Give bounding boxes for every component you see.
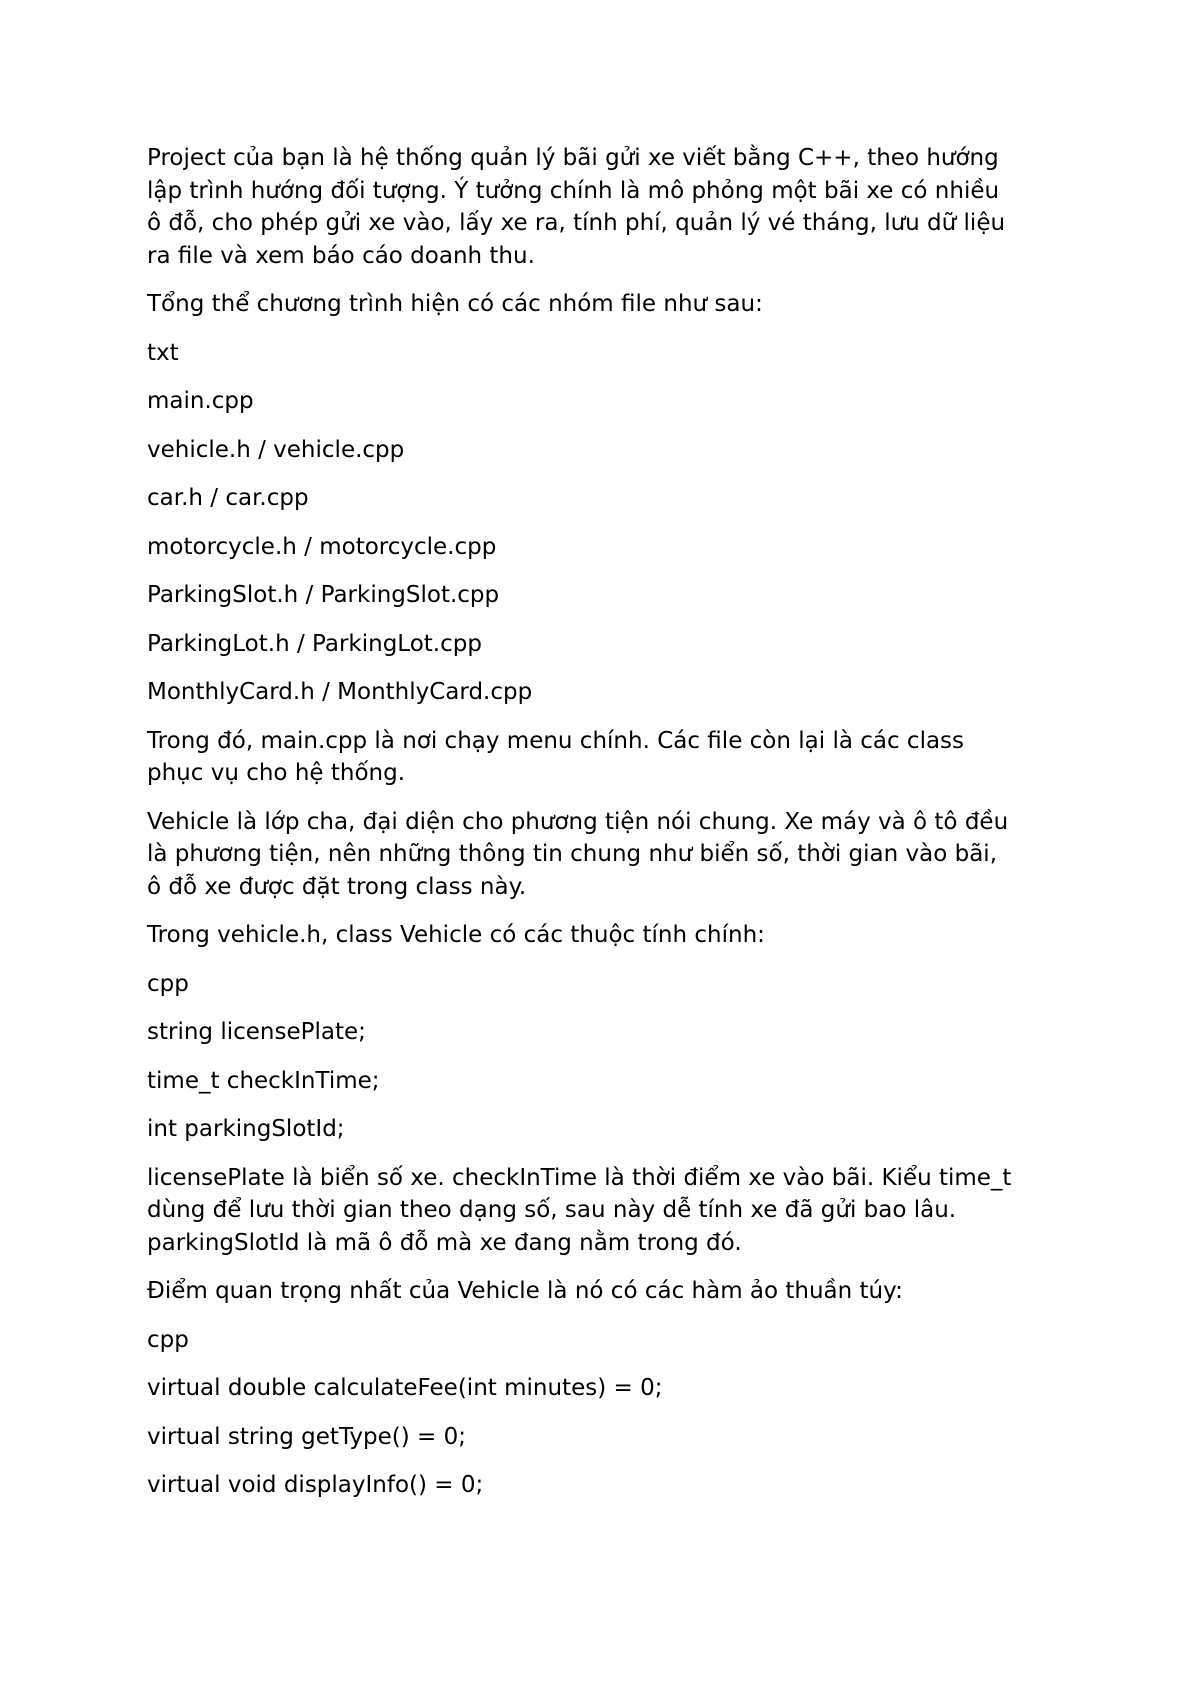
file-list-item [147,385,1077,418]
text-line: car.h / car.cpp [147,485,309,511]
text-line: Điểm quan trọng nhất của Vehicle là nó có các hàm ảo thuần túy: [147,1278,903,1304]
text-line: main.cpp [147,388,254,414]
text-line: cpp [147,1326,189,1353]
text-line: phục vụ cho hệ thống. [147,760,406,786]
text-line: lập trình hướng đối tượng. Ý tưởng chính là mô phỏng một bãi xe có nhiều [147,177,1000,204]
text-line: cpp [147,970,189,997]
text-line: motorcycle.h / motorcycle.cpp [147,533,497,560]
paragraph-attributes-explanation [147,1162,1077,1260]
text-line: Trong đó, main.cpp là nơi chạy menu chính. Các file còn lại là các class [147,727,965,754]
text-line: ra file và xem báo cáo doanh thu. [147,242,535,269]
text-line: licensePlate là biển số xe. checkInTime là thời điểm xe vào bãi. Kiểu time_t [147,1164,1012,1191]
code-line [147,1421,1077,1454]
text-line: txt [147,339,179,366]
text-line: int parkingSlotId; [147,1116,345,1142]
paragraph-main-description [147,725,1077,790]
text-line: ô đỗ xe được đặt trong class này. [147,873,527,900]
text-line: virtual double calculateFee(int minutes) = 0; [147,1375,663,1401]
text-line: ParkingLot.h / ParkingLot.cpp [147,630,482,657]
text-line: Vehicle là lớp cha, đại diện cho phương tiện nói chung. Xe máy và ô tô đều [147,808,1009,835]
code-line [147,1016,1077,1049]
text-line: Trong vehicle.h, class Vehicle có các thuộc tính chính: [147,922,765,948]
code-line [147,1469,1077,1502]
text-line: parkingSlotId là mã ô đỗ mà xe đang nằm trong đó. [147,1229,742,1256]
paragraph-intro [147,142,1077,272]
text-line: string licensePlate; [147,1019,366,1045]
text-line: time_t checkInTime; [147,1067,380,1094]
file-list-item [147,579,1077,612]
code-language-label [147,968,1077,1001]
code-line [147,1065,1077,1098]
code-line [147,1113,1077,1146]
file-list-item [147,628,1077,661]
code-language-label [147,337,1077,370]
file-list-item [147,482,1077,515]
text-line: vehicle.h / vehicle.cpp [147,436,405,463]
code-language-label [147,1324,1077,1357]
text-line: ô đỗ, cho phép gửi xe vào, lấy xe ra, tính phí, quản lý vé tháng, lưu dữ liệu [147,210,1006,236]
paragraph-vehicle-attributes-heading [147,919,1077,952]
text-line: MonthlyCard.h / MonthlyCard.cpp [147,679,533,705]
paragraph-pure-virtual-heading [147,1275,1077,1308]
document-page [147,142,1077,1518]
text-line: Tổng thể chương trình hiện có các nhóm file như sau: [147,291,763,317]
code-line [147,1372,1077,1405]
text-line: ParkingSlot.h / ParkingSlot.cpp [147,582,500,608]
file-list-item [147,434,1077,467]
paragraph-vehicle-description [147,806,1077,904]
text-line: virtual void displayInfo() = 0; [147,1472,484,1498]
text-line: dùng để lưu thời gian theo dạng số, sau này dễ tính xe đã gửi bao lâu. [147,1197,957,1223]
file-list-item [147,676,1077,709]
paragraph-file-groups-heading [147,288,1077,321]
text-line: là phương tiện, nên những thông tin chung như biển số, thời gian vào bãi, [147,841,998,867]
text-line: Project của bạn là hệ thống quản lý bãi gửi xe viết bằng C++, theo hướng [147,145,999,171]
text-line: virtual string getType() = 0; [147,1423,467,1450]
file-list-item [147,531,1077,564]
